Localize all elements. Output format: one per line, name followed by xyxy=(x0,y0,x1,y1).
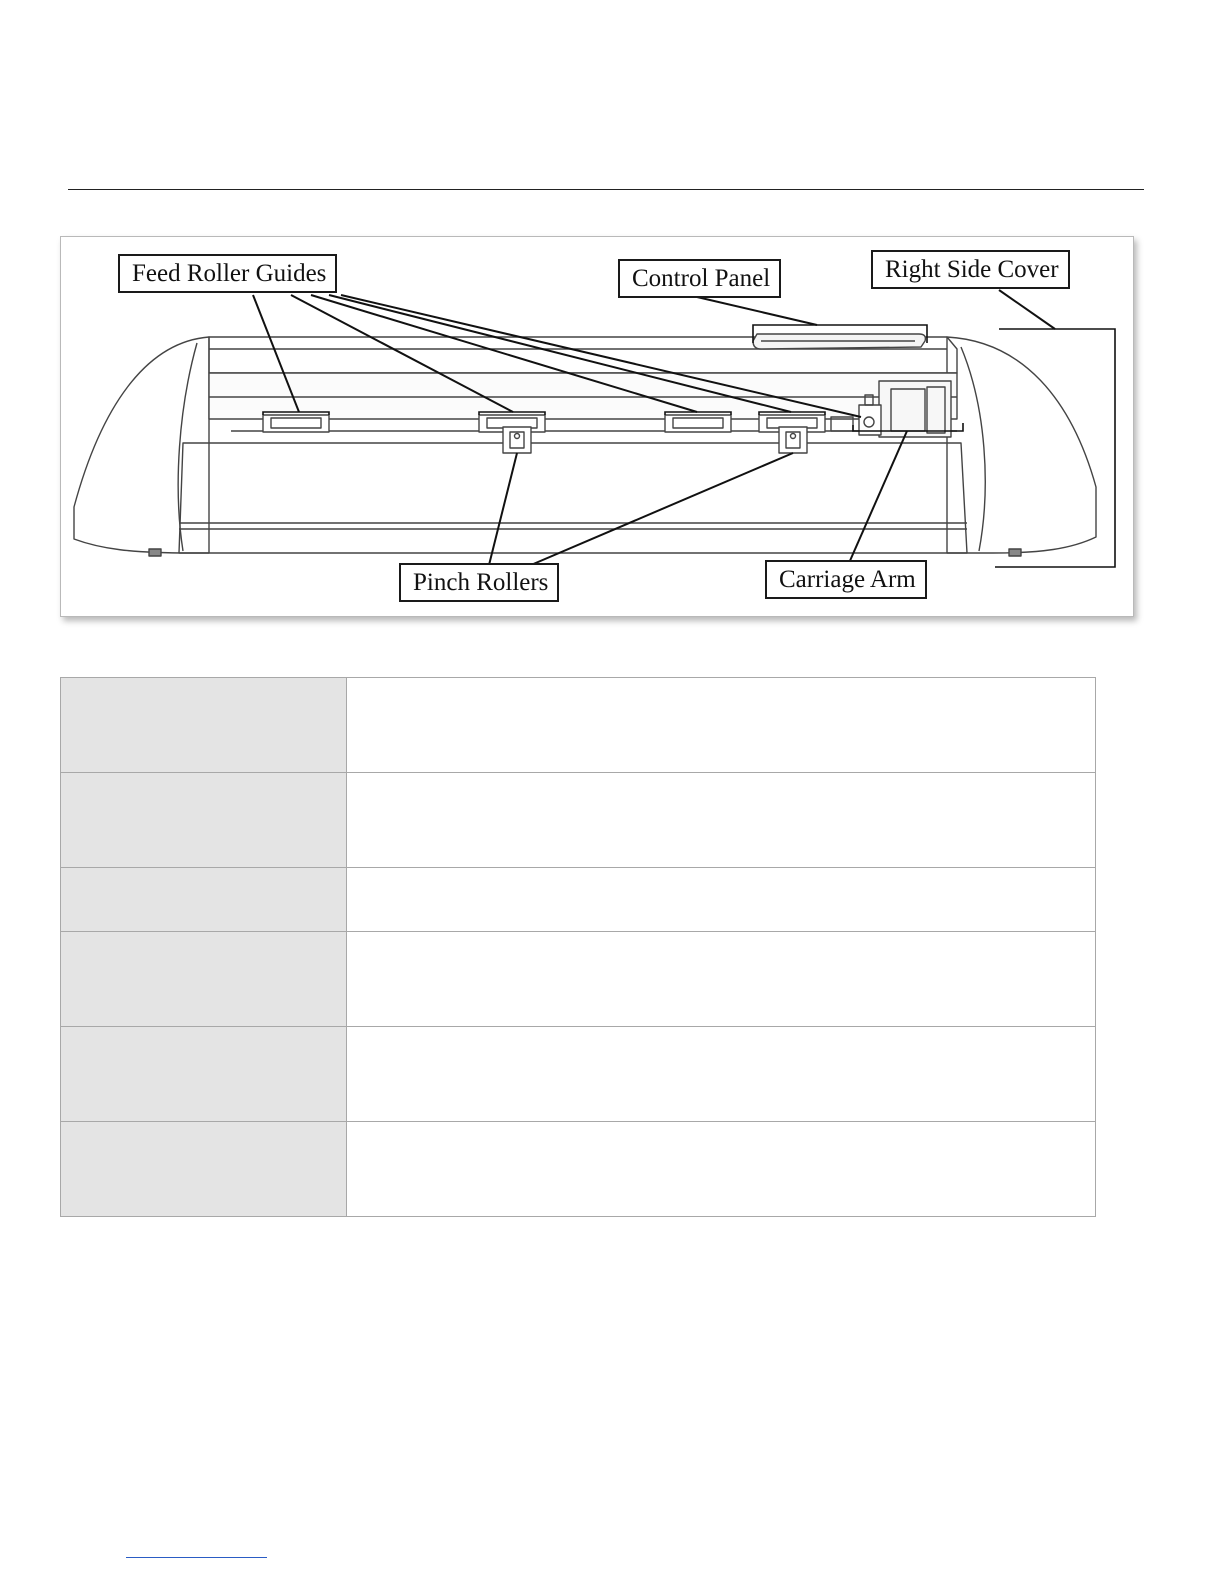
table-row xyxy=(61,932,1096,1027)
table-value-cell xyxy=(347,1122,1096,1217)
callout-carriage-arm: Carriage Arm xyxy=(765,560,927,599)
footer-link-underline[interactable] xyxy=(126,1557,267,1558)
table-row xyxy=(61,1027,1096,1122)
table-value-cell xyxy=(347,932,1096,1027)
table-label-cell xyxy=(61,932,347,1027)
table-label-cell xyxy=(61,773,347,868)
pinch-roller-right xyxy=(779,427,807,453)
table-value-cell xyxy=(347,773,1096,868)
front-apron xyxy=(179,443,967,553)
table-label-cell xyxy=(61,1122,347,1217)
table-label-cell xyxy=(61,1027,347,1122)
table-row xyxy=(61,868,1096,932)
left-end-cap xyxy=(74,337,209,553)
callout-pinch-rollers: Pinch Rollers xyxy=(399,563,559,602)
pinch-roller-left xyxy=(503,427,531,453)
table-value-cell xyxy=(347,678,1096,773)
vinyl-cutter-illustration xyxy=(61,237,1133,616)
callout-control-panel: Control Panel xyxy=(618,259,781,298)
callout-right-side-cover: Right Side Cover xyxy=(871,250,1070,289)
table-label-cell xyxy=(61,678,347,773)
spec-table xyxy=(60,677,1096,1217)
header-rule xyxy=(68,189,1144,190)
callout-feed-roller-guides: Feed Roller Guides xyxy=(118,254,337,293)
table-label-cell xyxy=(61,868,347,932)
table-value-cell xyxy=(347,868,1096,932)
table-row xyxy=(61,1122,1096,1217)
table-row xyxy=(61,678,1096,773)
table-value-cell xyxy=(347,1027,1096,1122)
cutter-diagram-figure xyxy=(60,236,1134,617)
table-row xyxy=(61,773,1096,868)
